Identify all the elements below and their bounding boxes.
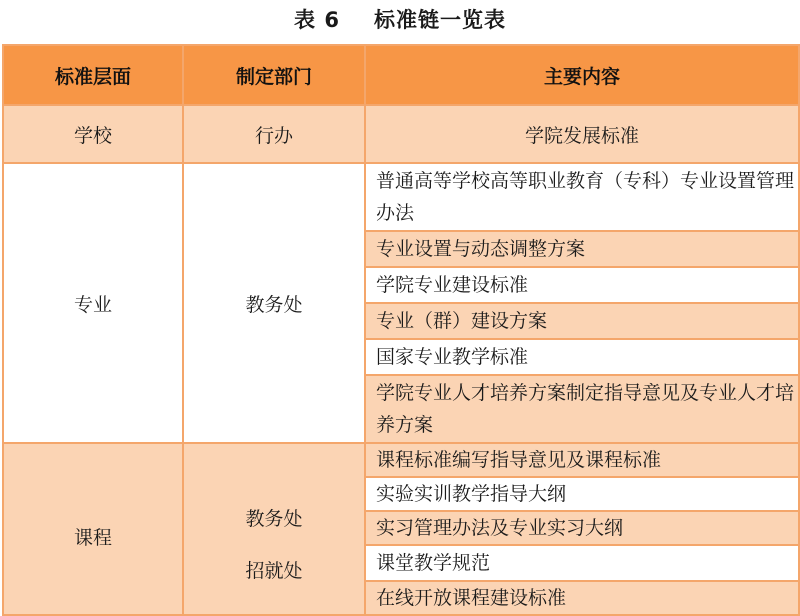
content-cell: 普通高等学校高等职业教育（专科）专业设置管理办法	[365, 163, 799, 231]
content-cell: 专业（群）建设方案	[365, 303, 799, 339]
table-title: 标准链一览表	[373, 8, 506, 32]
level-cell: 课程	[3, 443, 183, 615]
content-cell: 国家专业教学标准	[365, 339, 799, 375]
dept-cell: 行办	[183, 105, 365, 163]
header-row	[3, 45, 799, 105]
dept-name: 教务处	[245, 508, 303, 530]
standards-table	[2, 44, 800, 616]
header-content: 主要内容	[365, 45, 799, 105]
header-dept: 制定部门	[183, 45, 365, 105]
level-cell: 学校	[3, 105, 183, 163]
content-cell: 课程标准编写指导意见及课程标准	[365, 443, 799, 477]
table-row	[3, 163, 799, 231]
content-cell: 学院专业建设标准	[365, 267, 799, 303]
content-cell: 学院发展标准	[365, 105, 799, 163]
dept-cell: 教务处	[183, 163, 365, 443]
table-caption	[0, 4, 800, 34]
content-cell: 在线开放课程建设标准	[365, 581, 799, 615]
content-cell: 学院专业人才培养方案制定指导意见及专业人才培养方案	[365, 375, 799, 443]
level-cell: 专业	[3, 163, 183, 443]
table-row	[3, 105, 799, 163]
header-level: 标准层面	[3, 45, 183, 105]
table-number: 表 6	[294, 8, 340, 32]
content-cell: 实验实训教学指导大纲	[365, 477, 799, 511]
dept-name: 招就处	[245, 560, 303, 582]
dept-cell	[183, 443, 365, 615]
content-cell: 实习管理办法及专业实习大纲	[365, 511, 799, 545]
table-row	[3, 443, 799, 477]
content-cell: 课堂教学规范	[365, 545, 799, 581]
content-cell: 专业设置与动态调整方案	[365, 231, 799, 267]
